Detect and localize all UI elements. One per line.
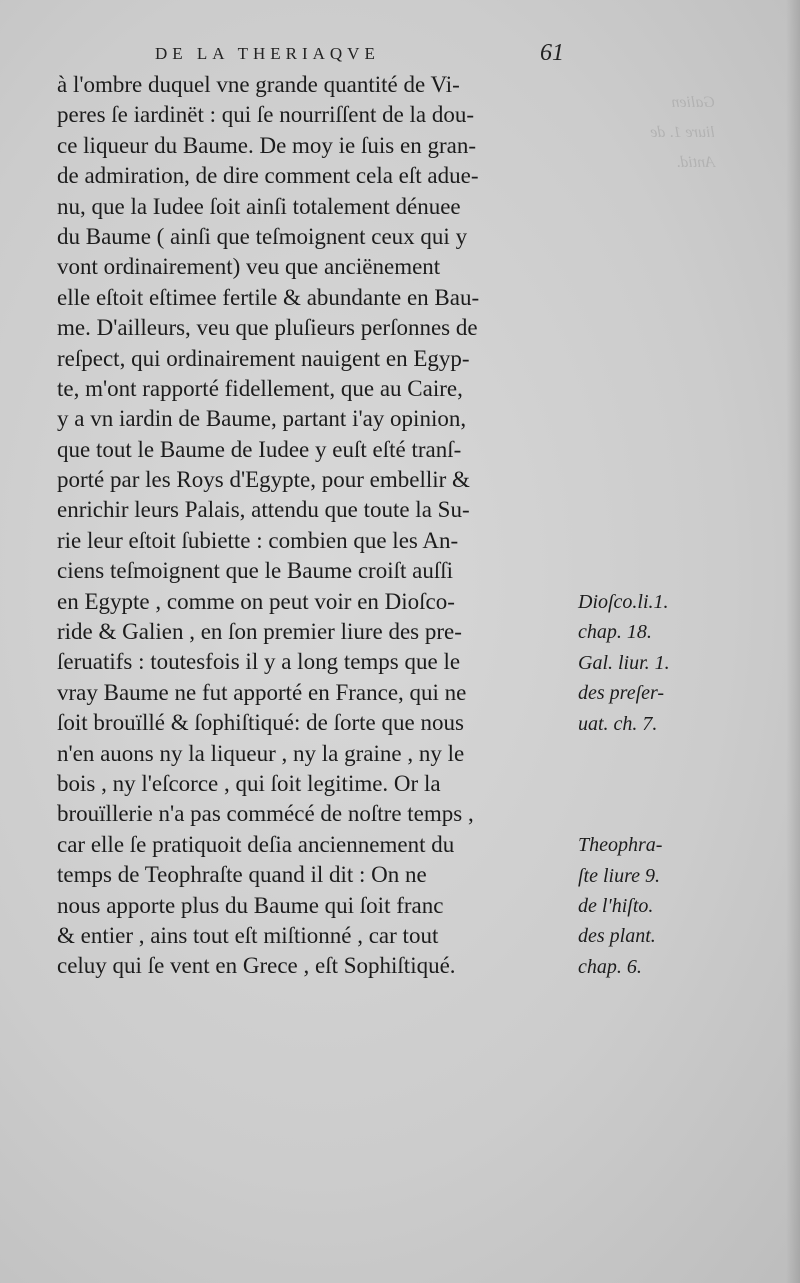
text-line: te, m'ont rapporté fidellement, que au Caire, — [57, 375, 463, 401]
text-line: n'en auons ny la liqueur , ny la graine , ny le — [57, 740, 465, 766]
marginal-note-line: Dioſco.li.1. — [578, 591, 669, 613]
marginal-note-line: des preſer- — [578, 682, 665, 705]
marginal-note-line — [578, 769, 788, 799]
marginal-note-line: chap. 18. — [578, 621, 652, 644]
page-edge-shadow — [786, 0, 800, 1283]
show-through-line: liure 1. de — [650, 124, 715, 141]
text-line: ride & Galien , en ſon premier liure des pre- — [57, 619, 462, 645]
text-line: vray Baume ne fut apporté en France, qui ne — [57, 679, 467, 705]
show-through-text — [605, 88, 715, 178]
main-text-block — [57, 70, 577, 982]
text-line: temps de Teophraſte quand il dit : On ne — [57, 862, 427, 888]
text-line: ſeruatifs : toutesfois il y a long temps que le — [57, 649, 461, 675]
marginal-note-line: uat. ch. 7. — [578, 712, 658, 735]
marginal-note-line: ſte liure 9. — [578, 864, 661, 887]
text-line: celuy qui ſe vent en Grece , eſt Sophiſtiqué. — [57, 953, 456, 979]
text-line: bois , ny l'eſcorce , qui ſoit legitime. Or la — [57, 770, 441, 796]
text-line: elle eſtoit eſtimee fertile & abundante en Bau- — [57, 284, 480, 310]
text-line: enrichir leurs Palais, attendu que toute la Su- — [57, 497, 470, 523]
marginal-note-line: des plant. — [578, 925, 656, 948]
page-number: 61 — [540, 40, 564, 66]
marginal-note-line — [578, 800, 788, 830]
text-line: & entier , ains tout eſt miſtionné , car tout — [57, 922, 439, 948]
marginal-note-line: de l'hiſto. — [578, 894, 654, 917]
text-line: ſoit brouïllé & ſophiſtiqué: de ſorte que nous — [57, 710, 464, 736]
text-line: rie leur eſtoit ſubiette : combien que les An- — [57, 527, 459, 553]
text-line: de admiration, de dire comment cela eſt adue- — [57, 163, 479, 189]
text-line: porté par les Roys d'Egypte, pour embellir & — [57, 467, 470, 493]
marginal-note-line: Theophra- — [578, 834, 663, 857]
text-line: me. D'ailleurs, veu que pluſieurs perſonnes de — [57, 315, 478, 341]
text-line: nu, que la Iudee ſoit ainſi totalement dénuee — [57, 193, 461, 219]
text-line: nous apporte plus du Baume qui ſoit franc — [57, 892, 444, 918]
text-line: que tout le Baume de Iudee y euſt eſté tranſ- — [57, 436, 462, 462]
marginal-note-line — [578, 739, 788, 769]
marginal-note-line: chap. 6. — [578, 955, 642, 978]
show-through-line: Galien — [671, 94, 715, 111]
running-head: DE LA THERIAQVE — [155, 44, 380, 63]
text-line: à l'ombre duquel vne grande quantité de Vi- — [57, 72, 460, 97]
marginal-note-line: Gal. liur. 1. — [578, 651, 670, 674]
text-line: reſpect, qui ordinairement nauigent en Egyp- — [57, 345, 470, 371]
text-line: vont ordinairement) veu que anciënement — [57, 254, 441, 280]
text-line: du Baume ( ainſi que teſmoignent ceux qui y — [57, 223, 468, 249]
text-line: ciens teſmoignent que le Baume croiſt auſſi — [57, 558, 453, 584]
text-line: car elle ſe pratiquoit deſia anciennement du — [57, 831, 455, 857]
text-line: brouïllerie n'a pas commécé de noſtre temps , — [57, 801, 474, 827]
show-through-line: Antid. — [676, 154, 715, 171]
text-line: ce liqueur du Baume. De moy ie ſuis en gran- — [57, 132, 476, 158]
text-line: peres ſe iardinët : qui ſe nourriſſent de la dou- — [57, 102, 475, 128]
text-line: en Egypte , comme on peut voir en Dioſco- — [57, 588, 455, 614]
text-line: y a vn iardin de Baume, partant i'ay opinion, — [57, 406, 467, 432]
marginal-notes — [578, 587, 788, 982]
